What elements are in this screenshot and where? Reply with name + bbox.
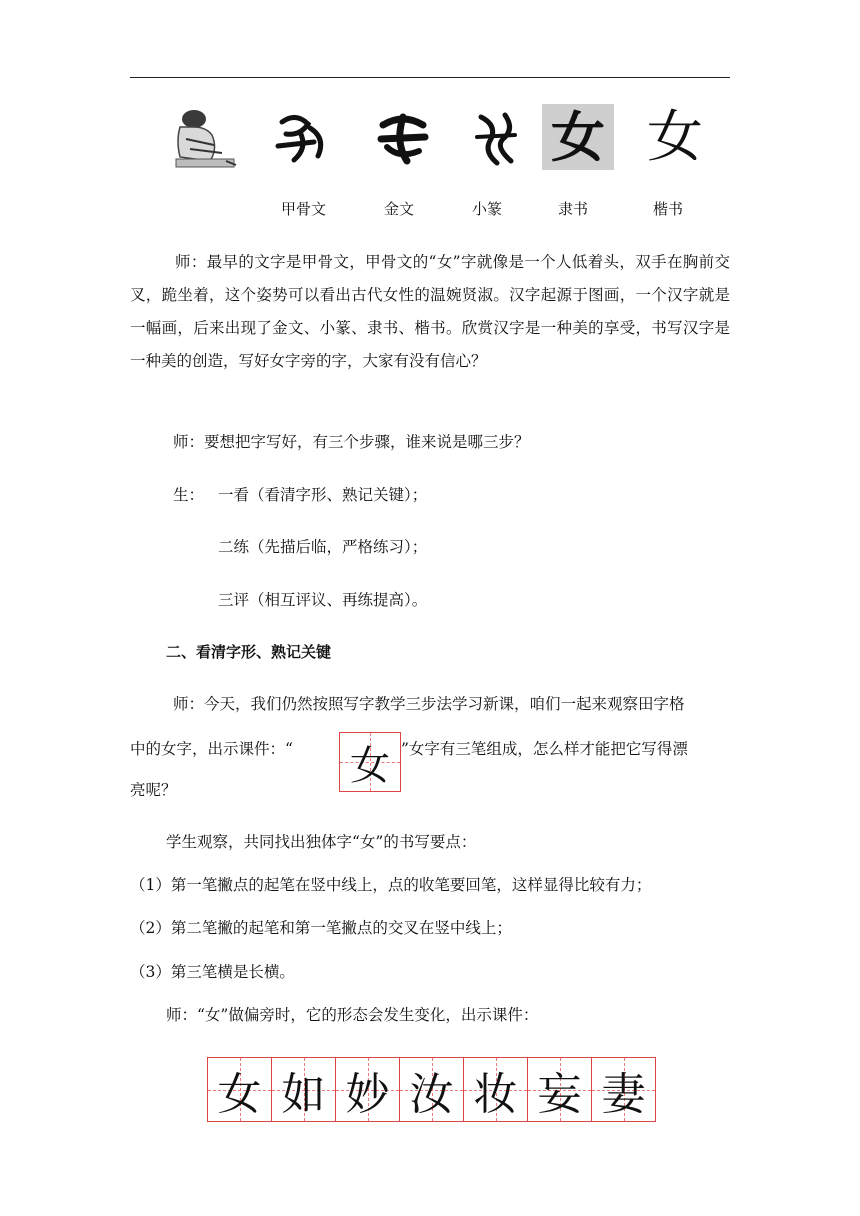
writing-point-3: （3）第三笔横是长横。 bbox=[130, 963, 295, 981]
regular-glyph-text: 女 bbox=[647, 105, 703, 170]
paragraph-lesson-line2a: 中的女字，出示课件：“ bbox=[130, 740, 293, 758]
character-grid-cell bbox=[527, 1057, 592, 1122]
label-oracle-bone: 甲骨文 bbox=[281, 200, 327, 218]
grid-character: 妙 bbox=[345, 1068, 390, 1120]
section-title: 二、看清字形、熟记关键 bbox=[166, 643, 332, 661]
grid-character: 汝 bbox=[409, 1068, 454, 1120]
paragraph-intro: 师：最早的文字是甲骨文，甲骨文的“女”字就像是一个人低着头，双手在胸前交叉，跪坐着，这个姿势可以看出古代女性的温婉贤淑。汉字起源于图画，一个汉字就是一幅画，后来出现了金文、小篆、隶书、楷书。欣赏汉字是一种美的享受，书写汉字是一种美的创造，写好女字旁的字，大家有没有信心？ bbox=[130, 253, 730, 370]
kneeling-woman-illustration bbox=[166, 104, 240, 172]
character-grid-cell bbox=[271, 1057, 336, 1122]
oracle-bone-glyph bbox=[268, 104, 338, 172]
step-three: 三评（相互评议、再练提高）。 bbox=[218, 591, 428, 609]
paragraph-steps-question: 师：要想把字写好，有三个步骤，谁来说是哪三步？ bbox=[173, 433, 530, 451]
step-one: 一看（看清字形、熟记关键）； bbox=[218, 486, 428, 504]
paragraph-radical-change: 师：“女”做偏旁时，它的形态会发生变化，出示课件： bbox=[166, 1006, 539, 1024]
paragraph-observation: 学生观察，共同找出独体字“女”的书写要点： bbox=[166, 833, 477, 851]
character-grid-row bbox=[207, 1057, 655, 1122]
character-grid-cell bbox=[335, 1057, 400, 1122]
student-label: 生： bbox=[173, 486, 205, 504]
grid-character: 妻 bbox=[601, 1068, 646, 1120]
bronze-script-glyph bbox=[372, 104, 434, 172]
step-two: 二练（先描后临，严格练习）； bbox=[218, 538, 428, 556]
paragraph-lesson-line3: 亮呢？ bbox=[130, 781, 177, 799]
grid-single-char: 女 bbox=[350, 742, 390, 789]
header-rule bbox=[130, 77, 730, 78]
clerical-script-glyph bbox=[542, 104, 614, 170]
character-grid-cell bbox=[463, 1057, 528, 1122]
character-grid-cell bbox=[399, 1057, 464, 1122]
writing-point-2: （2）第二笔撇的起笔和第一笔撇点的交叉在竖中线上； bbox=[130, 919, 512, 937]
label-small-seal: 小篆 bbox=[472, 200, 503, 218]
single-character-grid bbox=[339, 732, 401, 792]
grid-character: 女 bbox=[217, 1068, 262, 1120]
label-clerical: 隶书 bbox=[558, 200, 589, 218]
grid-character: 妄 bbox=[537, 1068, 582, 1120]
writing-point-1: （1）第一笔撇点的起笔在竖中线上，点的收笔要回笔，这样显得比较有力； bbox=[130, 876, 652, 894]
regular-script-glyph bbox=[640, 104, 710, 172]
character-grid-cell bbox=[591, 1057, 656, 1122]
label-regular: 楷书 bbox=[653, 200, 684, 218]
grid-character: 如 bbox=[281, 1068, 326, 1120]
paragraph-lesson-line2b: ”女字有三笔组成，怎么样才能把它写得漂 bbox=[401, 740, 688, 758]
clerical-glyph-text: 女 bbox=[551, 105, 605, 169]
grid-character: 妆 bbox=[473, 1068, 518, 1120]
small-seal-glyph bbox=[470, 104, 522, 172]
character-grid-cell bbox=[207, 1057, 272, 1122]
label-bronze: 金文 bbox=[384, 200, 415, 218]
paragraph-lesson-line1: 师：今天，我们仍然按照写字教学三步法学习新课，咱们一起来观察田字格 bbox=[173, 695, 685, 713]
